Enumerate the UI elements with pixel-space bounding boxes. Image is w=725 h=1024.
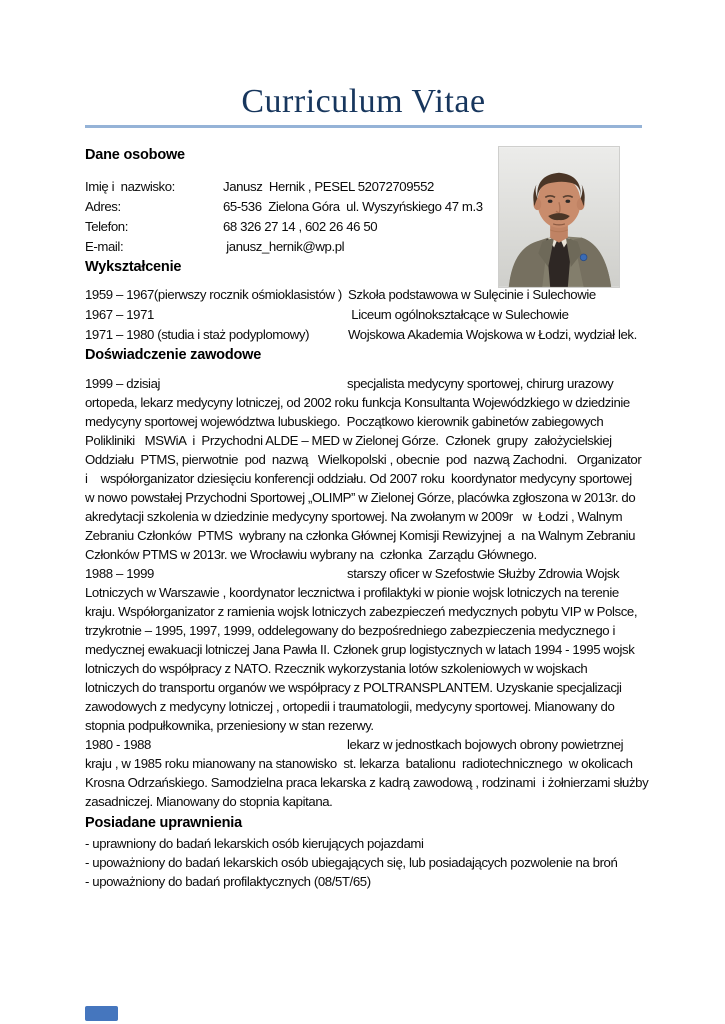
- education-school: Szkoła podstawowa w Sulęcinie i Sulechowie: [348, 287, 596, 302]
- job-period: 1988 – 1999: [85, 566, 154, 581]
- experience-section: [85, 374, 649, 811]
- field-value: 68 326 27 14 , 602 26 46 50: [223, 219, 378, 234]
- job-description: [85, 583, 642, 735]
- job-period: 1980 - 1988: [85, 737, 151, 752]
- education-school: Wojskowa Akademia Wojskowa w Łodzi, wydział lek.: [348, 327, 637, 342]
- field-label: Imię i nazwisko:: [85, 179, 175, 194]
- job-entry: [85, 374, 642, 564]
- text-line: Oddziału PTMS, pierwotnie pod nazwą Wielkopolski , obecnie pod nazwą Zachodni. Organizator: [85, 452, 642, 467]
- field-value: Janusz Hernik , PESEL 52072709552: [223, 179, 434, 194]
- text-line: kraju. Współorganizator z ramienia wojsk lotniczych zabezpieczeń medycznych pobytu VIP w Polsce,: [85, 604, 638, 619]
- text-line: Zebraniu Członków PTMS wybrany na członka Głównej Komisji Rewizyjnej a na Walnym Zebraniu: [85, 528, 636, 543]
- portrait-photo-image: [499, 147, 619, 287]
- text-line: medycyny sportowej województwa lubuskiego. Początkowo kierownik gabinetów zabiegowych: [85, 414, 604, 429]
- permissions-list: [85, 834, 642, 891]
- job-description: [85, 754, 649, 811]
- permission-item: - upoważniony do badań profilaktycznych (08/5T/65): [85, 874, 371, 889]
- text-line: akredytacji szkolenia w dziedzinie medycyny sportowej. Na zwołanym w 2009r w Łodzi , Walnym: [85, 509, 623, 524]
- job-first-line: [85, 374, 642, 393]
- text-line: ortopeda, lekarz medycyny lotniczej, od 2002 roku funkcja Konsultanta Wojewódzkiego w dziedzinie: [85, 395, 630, 410]
- text-line: i współorganizator dziesięciu konferencji oddziału. Od 2007 roku koordynator medycyny sportowej: [85, 471, 632, 486]
- text-line: zasadniczej. Mianowany do stopnia kapitana.: [85, 794, 333, 809]
- job-headline: starszy oficer w Szefostwie Służby Zdrowia Wojsk: [347, 566, 620, 581]
- education-period: 1971 – 1980 (studia i staż podyplomowy): [85, 327, 310, 342]
- job-entry: [85, 564, 642, 735]
- education-row: [85, 325, 642, 345]
- text-line: trzykrotnie – 1995, 1997, 1999, oddelegowany do bezpośredniego zabezpieczenia medycznego i: [85, 623, 615, 638]
- portrait-photo: [498, 146, 620, 288]
- education-table: [85, 285, 642, 345]
- job-first-line: [85, 735, 642, 754]
- field-value: 65-536 Zielona Góra ul. Wyszyńskiego 47 m.3: [223, 199, 483, 214]
- job-entry: [85, 735, 649, 811]
- field-label: E-mail:: [85, 239, 124, 254]
- page-title: Curriculum Vitae: [241, 83, 486, 120]
- section-heading-education: Wykształcenie: [85, 259, 182, 275]
- text-line: zawodowych z medycyny lotniczej , ortopedii i traumatologii, medycyny sportowej. Mianowany do: [85, 699, 615, 714]
- text-line: Członków PTMS w 2013r. we Wrocławiu wybrany na członka Zarządu Głównego.: [85, 547, 537, 562]
- education-period: 1967 – 1971: [85, 307, 154, 322]
- text-line: Polikliniki MSWiA i Przychodni ALDE – MED w Zielonej Górze. Członek grupy założycielskiej: [85, 433, 612, 448]
- text-line: Lotniczych w Warszawie , koordynator lecznictwa i profilaktyki w pionie wojsk lotniczych na terenie: [85, 585, 619, 600]
- job-headline: lekarz w jednostkach bojowych obrony powietrznej: [347, 737, 624, 752]
- section-heading-personal: Dane osobowe: [85, 147, 185, 163]
- text-line: stopnia podpułkownika, przeniesiony w stan rezerwy.: [85, 718, 374, 733]
- education-row: [85, 305, 642, 325]
- text-line: w nowo powstałej Przychodni Sportowej „OLIMP” w Zielonej Górze, placówka zgłoszona w 2013r. do: [85, 490, 636, 505]
- cv-content: [85, 0, 649, 891]
- section-heading-experience: Doświadczenie zawodowe: [85, 347, 262, 363]
- text-line: Krosna Odrzańskiego. Samodzielna praca lekarska z kadrą zawodową , rodzinami i żołnierzami służby: [85, 775, 649, 790]
- section-heading-permissions: Posiadane uprawnienia: [85, 815, 242, 831]
- field-value: janusz_hernik@wp.pl: [223, 239, 345, 254]
- permission-item: - uprawniony do badań lekarskich osób kierujących pojazdami: [85, 836, 424, 851]
- page-scroll-marker[interactable]: [85, 1006, 118, 1021]
- job-description: [85, 393, 642, 564]
- text-line: medycznej ewakuacji lotniczej Jana Pawła II. Członek grup logistycznych w latach 1994 - 1995 wojsk: [85, 642, 635, 657]
- text-line: lotniczych do współpracy z NATO. Rzecznik wykorzystania lotów szkoleniowych w wojskach: [85, 661, 588, 676]
- job-period: 1999 – dzisiaj: [85, 376, 161, 391]
- text-line: kraju , w 1985 roku mianowany na stanowisko st. lekarza batalionu radiotechnicznego w okolicach: [85, 756, 633, 771]
- title-block: [85, 82, 642, 128]
- field-label: Telefon:: [85, 219, 128, 234]
- education-period: 1959 – 1967(pierwszy rocznik ośmioklasistów ): [85, 287, 342, 302]
- text-line: lotniczych do transportu organów we współpracy z POLTRANSPLANTEM. Uzyskanie specjalizacji: [85, 680, 622, 695]
- job-first-line: [85, 564, 642, 583]
- job-headline: specjalista medycyny sportowej, chirurg urazowy: [347, 376, 614, 391]
- field-label: Adres:: [85, 199, 121, 214]
- education-school: Liceum ogólnokształcące w Sulechowie: [348, 307, 569, 322]
- education-row: [85, 285, 642, 305]
- permission-item: - upoważniony do badań lekarskich osób ubiegających się, lub posiadających pozwolenie na broń: [85, 855, 618, 870]
